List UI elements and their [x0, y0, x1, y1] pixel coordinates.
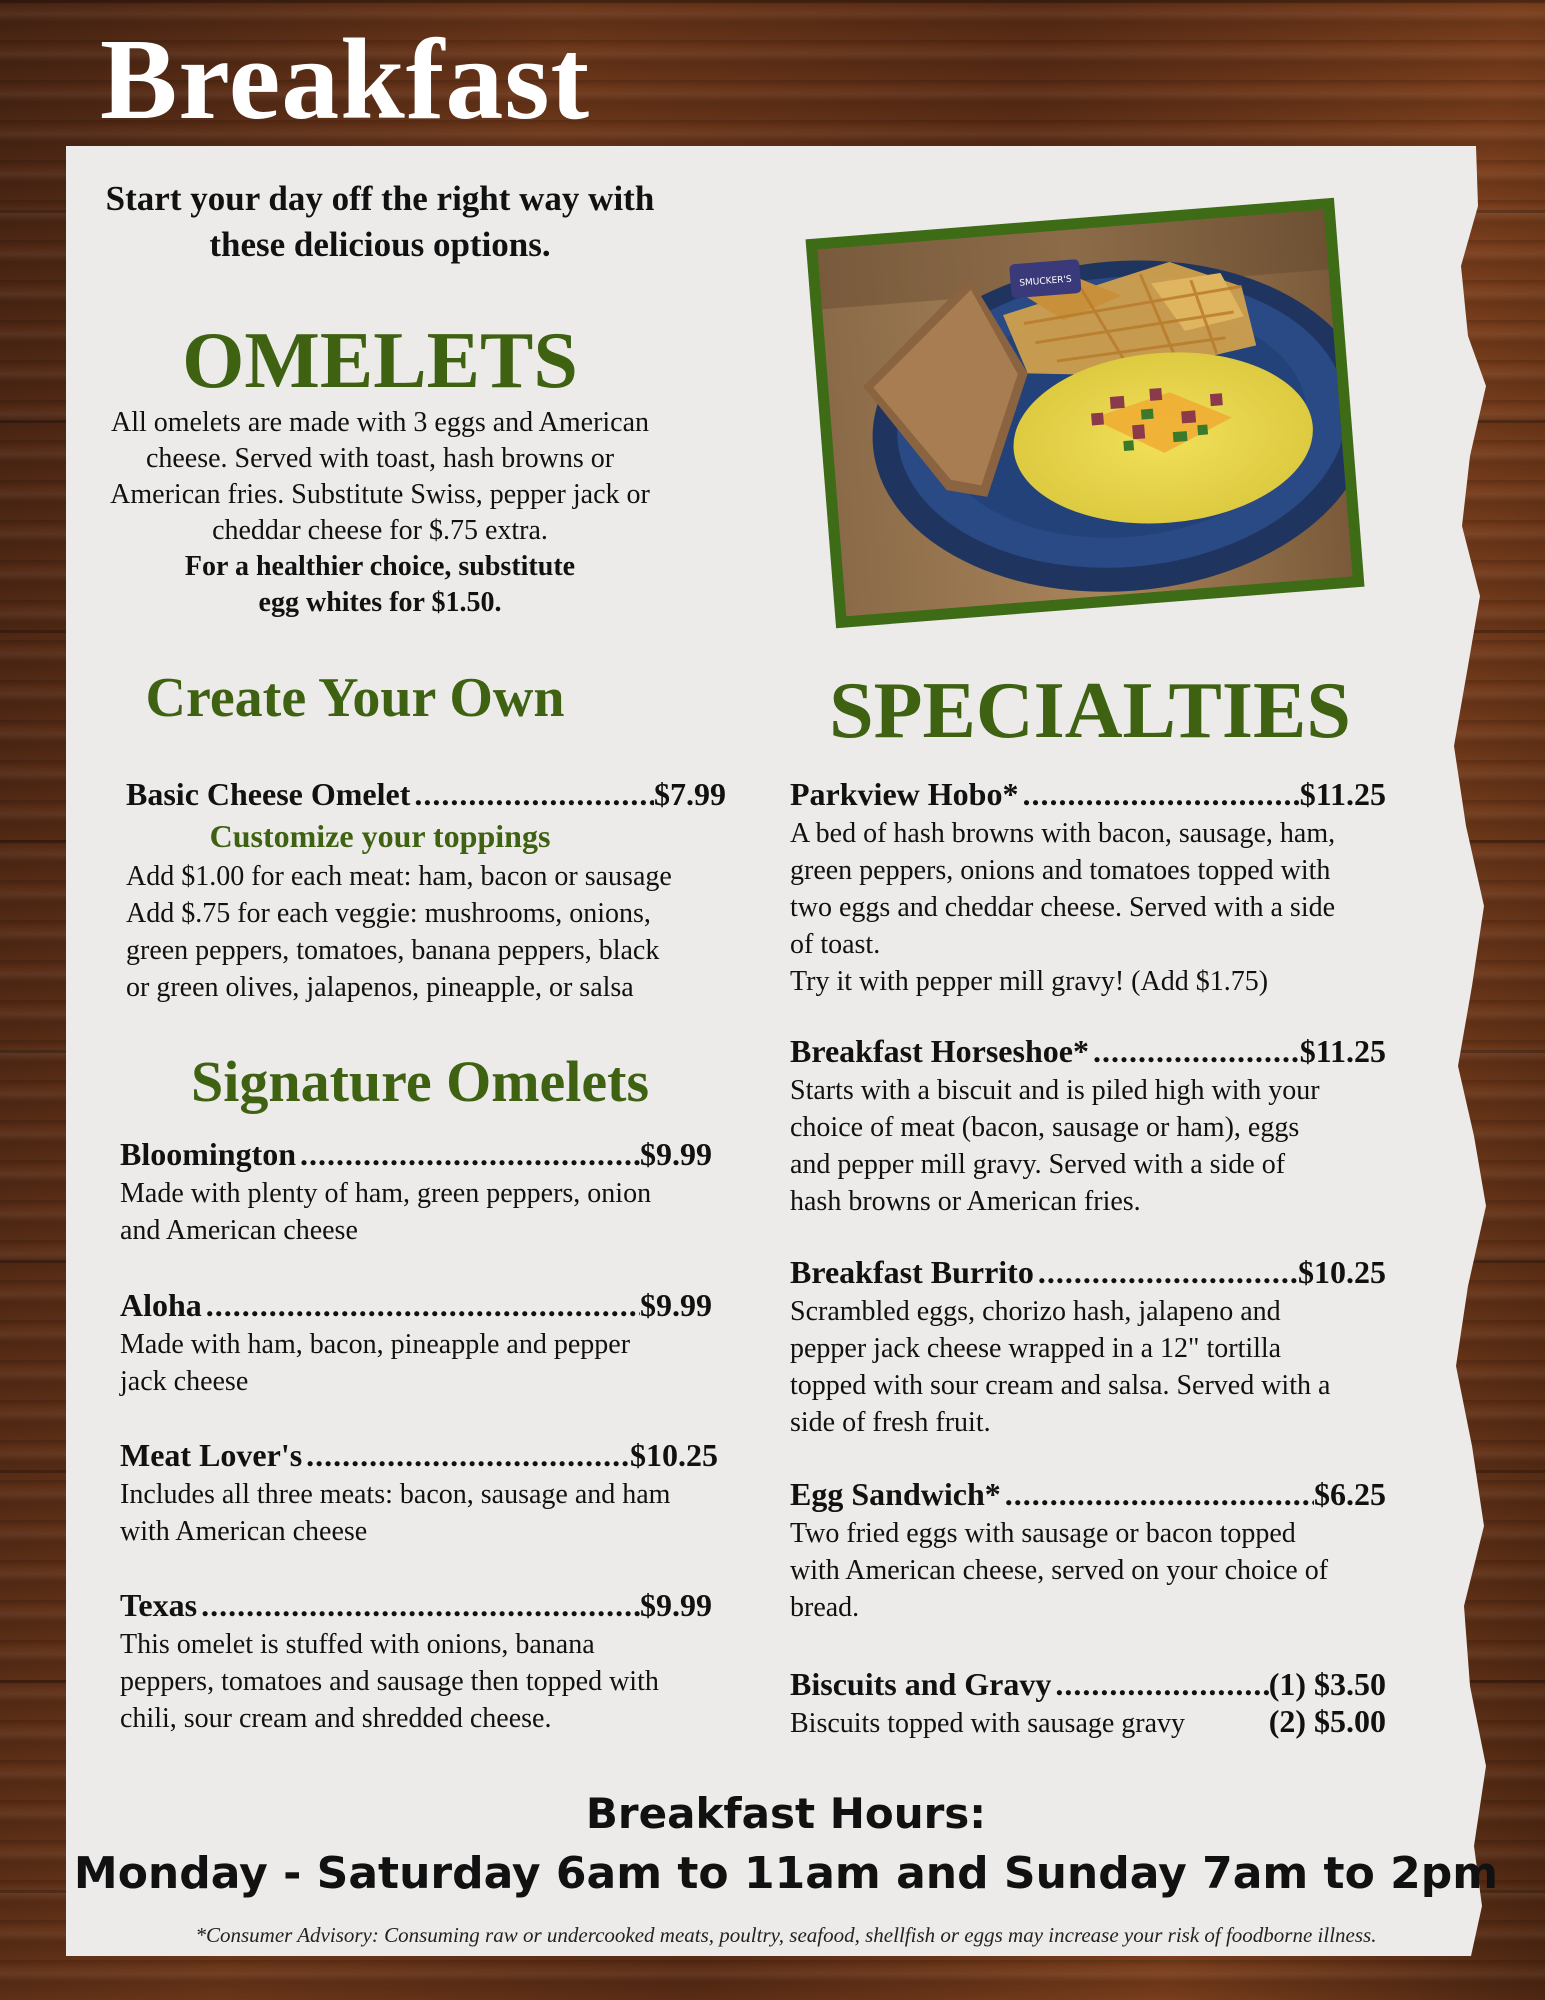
dot-leader [410, 776, 654, 813]
item-price: $10.25 [630, 1437, 718, 1473]
item-price: $11.25 [1299, 776, 1386, 812]
page-title: Breakfast [100, 16, 591, 144]
omelets-desc-line: All omelets are made with 3 eggs and American [110, 407, 650, 438]
customize-toppings-label: Customize your toppings [209, 818, 551, 854]
menu-item-bloomington [120, 1136, 712, 1249]
item-desc-line: and American cheese [120, 1215, 358, 1246]
item-desc-line: Scrambled eggs, chorizo hash, jalapeno and [790, 1296, 1281, 1327]
signature-omelets-heading: Signature Omelets [190, 1049, 650, 1114]
item-price: $9.99 [640, 1136, 712, 1172]
item-desc-line: green peppers, onions and tomatoes topped with [790, 855, 1331, 886]
healthy-choice-line: egg whites for $1.50. [258, 587, 502, 618]
healthy-choice-line: For a healthier choice, substitute [184, 551, 576, 582]
item-desc-line: topped with sour cream and salsa. Served with a [790, 1370, 1331, 1401]
intro-text [100, 176, 660, 268]
dot-leader [1034, 1254, 1298, 1291]
menu-item-texas [120, 1587, 712, 1737]
basic-cheese-omelet-item [126, 776, 726, 813]
item-desc-line: bread. [790, 1592, 860, 1623]
menu-item-aloha [120, 1287, 712, 1400]
omelets-desc-line: American fries. Substitute Swiss, pepper jack or [110, 479, 650, 510]
item-desc-line: peppers, tomatoes and sausage then topped with [120, 1666, 659, 1697]
item-name: Egg Sandwich* [790, 1476, 1001, 1512]
item-desc-line: pepper jack cheese wrapped in a 12" tortilla [790, 1333, 1282, 1364]
menu-item-meat-lovers [120, 1437, 718, 1550]
menu-item-breakfast-burrito [790, 1254, 1386, 1441]
item-desc-line: jack cheese [120, 1366, 249, 1397]
addon-line: green peppers, tomatoes, banana peppers, black [126, 935, 660, 966]
intro-line: these delicious options. [209, 225, 551, 264]
item-price: $11.25 [1299, 1033, 1386, 1069]
addon-list [126, 858, 726, 1006]
item-desc-line: Try it with pepper mill gravy! (Add $1.75) [790, 966, 1269, 997]
breakfast-hours [66, 1786, 1506, 1906]
item-price: (2) $5.00 [1268, 1703, 1386, 1739]
item-name: Aloha [120, 1287, 202, 1323]
omelet-photo [806, 198, 1365, 628]
dot-leader [302, 1437, 630, 1474]
item-price: $7.99 [654, 776, 726, 812]
jam-label: SMUCKER'S [1019, 274, 1073, 289]
item-desc-line: Biscuits topped with sausage gravy [790, 1708, 1186, 1739]
dot-leader [1051, 1666, 1268, 1703]
item-desc-line: This omelet is stuffed with onions, banana [120, 1629, 595, 1660]
hours-heading: Breakfast Hours: [585, 1789, 987, 1838]
menu-item-biscuits-and-gravy [790, 1666, 1386, 1742]
item-name: Basic Cheese Omelet [126, 776, 411, 812]
omelet-plate-image [817, 210, 1352, 617]
omelets-desc-line: cheddar cheese for $.75 extra. [212, 515, 548, 546]
item-desc-line: Made with plenty of ham, green peppers, onion [120, 1178, 652, 1209]
hours-schedule: Monday - Saturday 6am to 11am and Sunday 7am to 2pm [73, 1848, 1499, 1899]
item-price: (1) $3.50 [1268, 1666, 1386, 1702]
dot-leader [197, 1587, 640, 1624]
item-name: Parkview Hobo* [790, 776, 1019, 812]
item-desc-line: Includes all three meats: bacon, sausage and ham [120, 1479, 671, 1510]
omelets-desc-line: cheese. Served with toast, hash browns or [145, 443, 615, 474]
menu-item-egg-sandwich [790, 1476, 1386, 1626]
item-desc-line: choice of meat (bacon, sausage or ham), eggs [790, 1112, 1300, 1143]
item-price: $6.25 [1314, 1476, 1386, 1512]
consumer-advisory: *Consumer Advisory: Consuming raw or undercooked meats, poultry, seafood, shellfish or eggs may increase your risk of foodborne illness. [195, 1923, 1377, 1947]
item-desc-line: with American cheese, served on your choice of [790, 1555, 1329, 1586]
item-name: Breakfast Burrito [790, 1254, 1034, 1290]
dot-leader [296, 1136, 640, 1173]
item-desc-line: A bed of hash browns with bacon, sausage, ham, [790, 818, 1336, 849]
item-desc-line: side of fresh fruit. [790, 1407, 991, 1438]
omelets-description [100, 405, 660, 621]
item-name: Meat Lover's [120, 1437, 303, 1473]
item-desc-line: with American cheese [120, 1516, 368, 1547]
dot-leader [1089, 1033, 1300, 1070]
create-your-own-heading: Create Your Own [145, 667, 565, 729]
menu-item-breakfast-horseshoe [790, 1033, 1386, 1220]
item-name: Biscuits and Gravy [790, 1666, 1052, 1702]
item-desc-line: hash browns or American fries. [790, 1186, 1141, 1217]
item-price: $9.99 [640, 1287, 712, 1323]
addon-line: or green olives, jalapenos, pineapple, or salsa [126, 972, 634, 1003]
dot-leader [1001, 1476, 1314, 1513]
item-desc-line: of toast. [790, 929, 881, 960]
dot-leader [1018, 776, 1299, 813]
item-name: Texas [120, 1587, 198, 1623]
addon-line: Add $1.00 for each meat: ham, bacon or sausage [126, 861, 672, 892]
intro-line: Start your day off the right way with [105, 179, 655, 218]
item-name: Bloomington [120, 1136, 297, 1172]
item-desc-line: Two fried eggs with sausage or bacon topped [790, 1518, 1296, 1549]
item-name: Breakfast Horseshoe* [790, 1033, 1089, 1069]
menu-item-parkview-hobo [790, 776, 1386, 1000]
omelets-heading: OMELETS [182, 317, 578, 405]
dot-leader [202, 1287, 640, 1324]
item-desc-line: chili, sour cream and shredded cheese. [120, 1703, 552, 1734]
item-desc-line: Starts with a biscuit and is piled high with your [790, 1075, 1320, 1106]
item-desc-line: Made with ham, bacon, pineapple and pepper [120, 1329, 631, 1360]
specialties-heading: SPECIALTIES [829, 667, 1351, 755]
item-desc-line: and pepper mill gravy. Served with a side of [790, 1149, 1286, 1180]
item-price: $9.99 [640, 1587, 712, 1623]
item-desc-line: two eggs and cheddar cheese. Served with a side [790, 892, 1336, 923]
addon-line: Add $.75 for each veggie: mushrooms, onions, [126, 898, 651, 929]
item-price: $10.25 [1298, 1254, 1386, 1290]
